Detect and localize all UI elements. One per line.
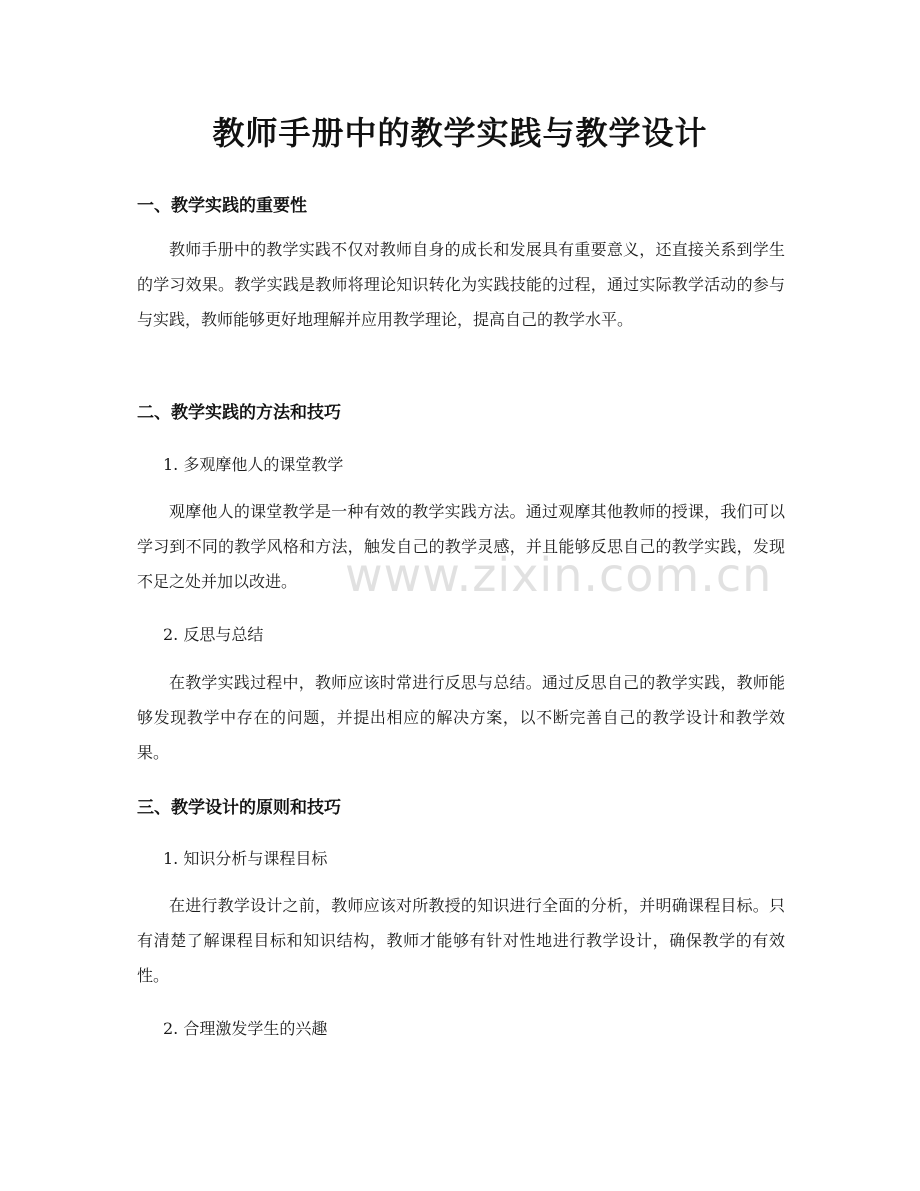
section-3-subheading-1: 1. 知识分析与课程目标 xyxy=(163,849,328,868)
document-title: 教师手册中的教学实践与教学设计 xyxy=(212,114,708,152)
section-heading-2: 二、教学实践的方法和技巧 xyxy=(137,403,341,423)
section-1-paragraph: 教师手册中的教学实践不仅对教师自身的成长和发展具有重要意义，还直接关系到学生的学习效果。教学实践是教师将理论知识转化为实践技能的过程，通过实际教学活动的参与与实践，教师能够更好地理解并应用教学理论，提高自己的教学水平。 xyxy=(137,240,785,329)
watermark-text: www.zixin.com.cn xyxy=(345,548,773,602)
section-2-item-1-paragraph: 观摩他人的课堂教学是一种有效的教学实践方法。通过观摩其他教师的授课，我们可以学习到不同的教学风格和方法，触发自己的教学灵感，并且能够反思自己的教学实践，发现不足之处并加以改进。 xyxy=(137,502,785,591)
section-heading-1: 一、教学实践的重要性 xyxy=(137,196,307,216)
section-3-subheading-2: 2. 合理激发学生的兴趣 xyxy=(163,1019,328,1038)
section-3-item-1-paragraph: 在进行教学设计之前，教师应该对所教授的知识进行全面的分析，并明确课程目标。只有清楚了解课程目标和知识结构，教师才能够有针对性地进行教学设计，确保教学的有效性。 xyxy=(137,896,785,985)
section-2-subheading-1: 1. 多观摩他人的课堂教学 xyxy=(163,455,344,474)
section-2-item-2-paragraph: 在教学实践过程中，教师应该时常进行反思与总结。通过反思自己的教学实践，教师能够发现教学中存在的问题，并提出相应的解决方案，以不断完善自己的教学设计和教学效果。 xyxy=(137,673,785,762)
section-heading-3: 三、教学设计的原则和技巧 xyxy=(137,798,341,818)
section-2-subheading-2: 2. 反思与总结 xyxy=(163,625,264,644)
